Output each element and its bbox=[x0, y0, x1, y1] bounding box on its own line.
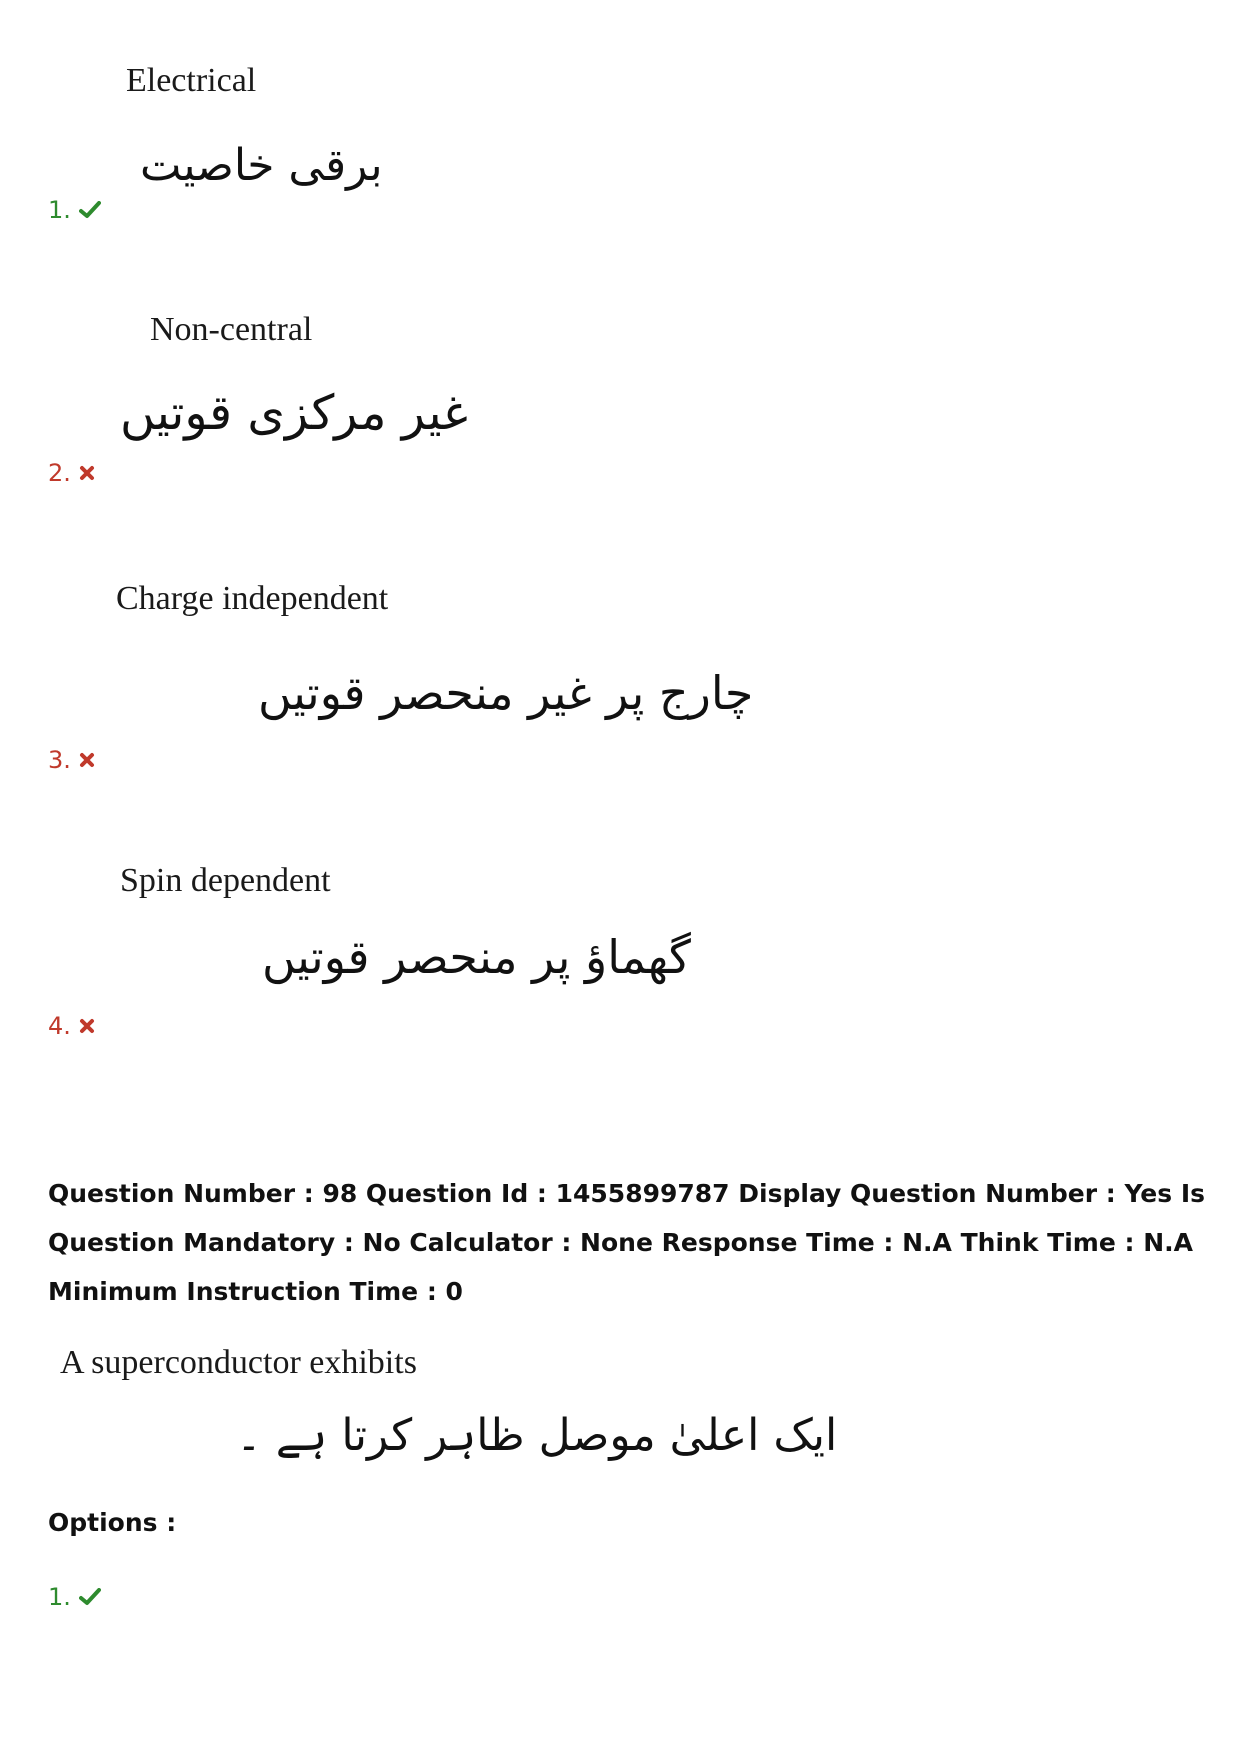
option-number-label bbox=[48, 459, 95, 487]
option-english-text: Charge independent bbox=[116, 580, 389, 617]
option-english-text: Electrical bbox=[126, 62, 257, 99]
option-number: 3. bbox=[48, 746, 71, 774]
option-number-label bbox=[48, 1583, 101, 1611]
check-icon bbox=[79, 201, 101, 219]
question-urdu-text: ایک اعلیٰ موصل ظاہر کرتا ہے ۔ bbox=[236, 1410, 838, 1461]
check-icon bbox=[79, 1588, 101, 1606]
option-urdu-text: برقی خاصیت bbox=[140, 140, 383, 191]
option-urdu-text: چارج پر غیر منحصر قوتیں bbox=[258, 666, 754, 720]
option-number-label bbox=[48, 196, 101, 224]
cross-icon bbox=[79, 752, 95, 768]
option-number-label bbox=[48, 1012, 95, 1040]
option-english-text: Non-central bbox=[150, 311, 313, 348]
cross-icon bbox=[79, 1018, 95, 1034]
option-urdu-text: گھماؤ پر منحصر قوتیں bbox=[262, 930, 691, 984]
option-number-label bbox=[48, 746, 95, 774]
option-number: 4. bbox=[48, 1012, 71, 1040]
option-number: 1. bbox=[48, 1583, 71, 1611]
option-urdu-text: غیر مرکزی قوتیں bbox=[120, 385, 468, 441]
cross-icon bbox=[79, 465, 95, 481]
option-number: 2. bbox=[48, 459, 71, 487]
option-english-text: Spin dependent bbox=[120, 862, 331, 899]
question-metadata: Question Number : 98 Question Id : 1455899787 Display Question Number : Yes Is Question Mandatory : No Calculator : None Response Time : N.A Think Time : N.A Minimum Instruction Time : 0 bbox=[48, 1179, 1206, 1306]
question-english-text: A superconductor exhibits bbox=[60, 1344, 417, 1381]
options-label: Options : bbox=[48, 1508, 177, 1537]
option-number: 1. bbox=[48, 196, 71, 224]
